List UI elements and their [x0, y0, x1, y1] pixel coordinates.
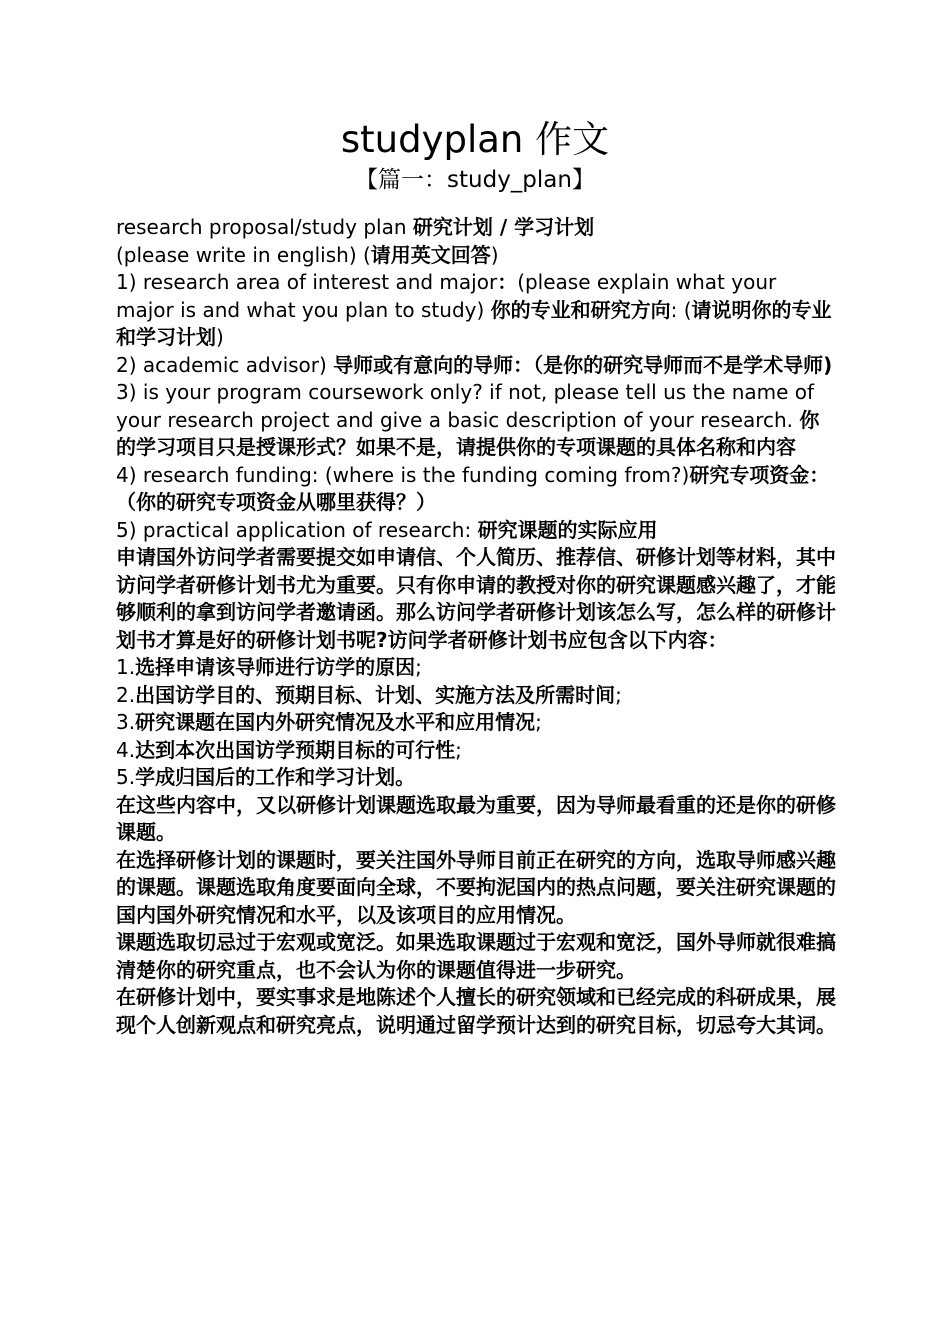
- list-item-3: [116, 709, 838, 737]
- paragraph-1: [116, 214, 838, 242]
- text-zh: 请说明你的专业和学习计划: [116, 297, 832, 349]
- text-zh: 你的学习项目只是授课形式？如果不是，请提供你的专项课题的具体名称和内容: [116, 407, 820, 459]
- text-en: ;: [615, 682, 622, 707]
- text-en: (please write in english) (: [116, 242, 371, 267]
- text-en: 4.: [116, 737, 136, 762]
- text-en: 5) practical application of research:: [116, 517, 478, 542]
- text-en: ;: [415, 655, 422, 679]
- text-zh: 请用英文回答: [370, 242, 491, 267]
- text-zh: 申请国外访问学者需要提交如申请信、个人简历、推荐信、研修计划等材料，其中访问学者研修计划书尤为重要。只有你申请的教授对你的研究课题感兴趣了，才能够顺利的拿到访问学者邀请函。那么访问学者研修计划该怎么写，怎么样的研修计划书才算是好的研修计划书呢?访问学者研修计划书应包含以下内容：: [116, 545, 836, 652]
- text-en: 3.: [116, 710, 136, 734]
- text-en: : (: [670, 297, 692, 322]
- text-zh: 研究课题在国内外研究情况及水平和应用情况: [135, 710, 536, 734]
- text-zh: 出国访学目的、预期目标、计划、实施方法及所需时间: [135, 682, 616, 707]
- paragraph-4: [116, 352, 838, 380]
- text-en: 1) research area of interest and major: [116, 270, 498, 294]
- paragraph-7: [116, 517, 838, 545]
- text-zh: 在选择研修计划的课题时，要关注国外导师目前正在研究的方向，选取导师感兴趣的课题。课题选取角度要面向全球，不要拘泥国内的热点问题，要关注研究课题的国内国外研究情况和水平，以及该项目的应用情况。: [116, 847, 836, 927]
- text-en: 2) academic advisor): [116, 352, 334, 377]
- text-zh: 在这些内容中，又以研修计划课题选取最为重要，因为导师最看重的还是你的研修课题。: [116, 792, 836, 844]
- paragraph-6: [116, 462, 838, 517]
- text-zh: 研究课题的实际应用: [477, 517, 658, 542]
- paragraph-10: [116, 847, 838, 930]
- text-zh: 导师或有意向的导师：（是你的研究导师而不是学术导师): [333, 352, 833, 377]
- text-en: 3) is your program coursework only? if not, please tell us the name of your research project and give a basic description of your research.: [116, 380, 815, 432]
- paragraph-3: [116, 269, 838, 352]
- paragraph-9: [116, 792, 838, 847]
- text-en: ): [490, 242, 499, 267]
- text-zh: 你的专业和研究方向: [490, 297, 671, 322]
- text-zh: 在研修计划中，要实事求是地陈述个人擅长的研究领域和已经完成的科研成果，展现个人创新观点和研究亮点，说明通过留学预计达到的研究目标，切忌夸大其词。: [116, 985, 836, 1037]
- text-zh: 研究专项资金：（你的研究专项资金从哪里获得？）: [116, 462, 830, 514]
- document-subtitle: 【篇一：study_plan】: [355, 167, 595, 193]
- paragraph-5: [116, 379, 838, 462]
- text-en: ;: [455, 737, 462, 762]
- text-en: 4) research funding: (where is the funding coming from?): [116, 462, 690, 487]
- text-en: 5.: [116, 765, 136, 789]
- text-zh: 达到本次出国访学预期目标的可行性: [135, 737, 456, 762]
- text-zh: 学成归国后的工作和学习计划。: [135, 765, 416, 789]
- list-item-4: [116, 737, 838, 765]
- text-en: 1.: [116, 655, 136, 679]
- document-body: [116, 214, 838, 1039]
- paragraph-2: [116, 242, 838, 270]
- list-item-5: [116, 764, 838, 792]
- text-zh: ：: [497, 270, 518, 294]
- text-en: ): [216, 325, 224, 349]
- list-item-2: [116, 682, 838, 710]
- paragraph-11: [116, 929, 838, 984]
- paragraph-8: [116, 544, 838, 654]
- text-zh: 选择申请该导师进行访学的原因: [135, 655, 416, 679]
- list-item-1: [116, 654, 838, 682]
- document-title: studyplan 作文: [340, 118, 610, 161]
- text-en: ;: [535, 710, 542, 734]
- text-en: research proposal/study plan: [116, 215, 413, 239]
- text-en: 2.: [116, 682, 136, 707]
- text-en: (please explain what your major is and what you plan to study): [116, 270, 777, 322]
- text-zh: 课题选取切忌过于宏观或宽泛。如果选取课题过于宏观和宽泛，国外导师就很难搞清楚你的研究重点，也不会认为你的课题值得进一步研究。: [116, 930, 836, 982]
- text-zh: 研究计划 / 学习计划: [412, 215, 595, 239]
- paragraph-12: [116, 984, 838, 1039]
